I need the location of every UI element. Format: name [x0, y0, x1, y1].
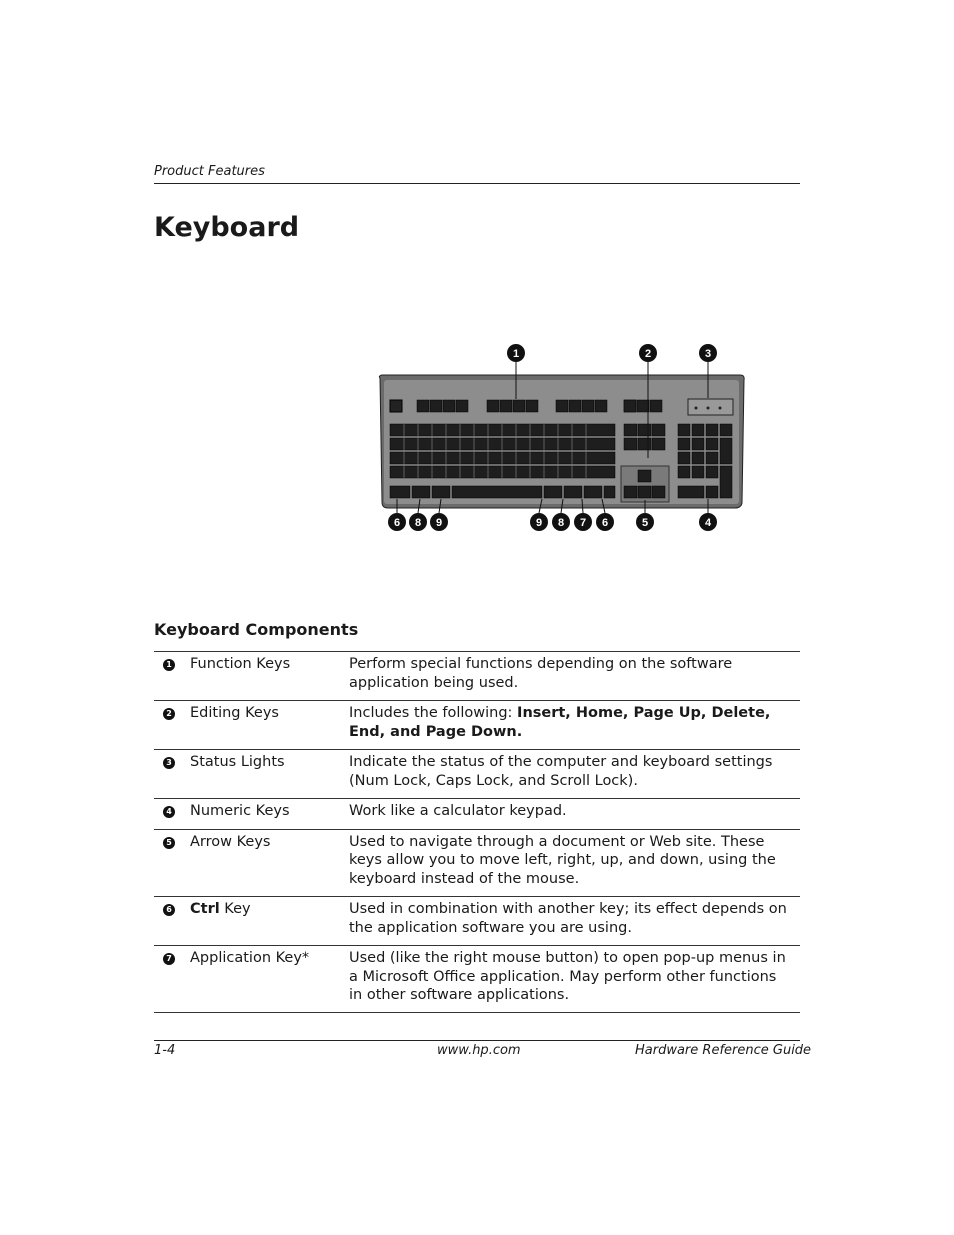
component-name: Numeric Keys	[190, 803, 290, 819]
desc-prefix: Includes the following:	[349, 705, 518, 721]
table-row	[154, 750, 800, 799]
component-desc: Used in combination with another key; its effect depends on the application software you are using.	[349, 901, 787, 936]
desc-line: (Num Lock, Caps Lock, and Scroll Lock).	[349, 772, 638, 789]
component-desc: Work like a calculator keypad.	[349, 803, 567, 819]
callout-badge: 4	[163, 806, 175, 818]
keyboard-figure	[370, 338, 760, 543]
component-desc: Used to navigate through a document or Web site. These keys allow you to move left, right, up, and down, using the keyboard instead of the mouse.	[349, 833, 776, 887]
table-title: Keyboard Components	[154, 620, 359, 639]
callout-6: 6	[601, 517, 609, 529]
component-name: Function Keys	[190, 656, 291, 672]
callout-5: 5	[641, 517, 649, 529]
callout-3: 3	[704, 348, 712, 360]
callout-8: 8	[414, 517, 422, 529]
component-name: Application Key*	[190, 950, 310, 966]
callout-badge: 6	[163, 904, 175, 916]
table-row	[154, 946, 800, 1013]
keyboard-illustration	[370, 338, 760, 543]
callout-badge: 3	[163, 757, 175, 769]
callout-9: 9	[535, 517, 543, 529]
component-desc	[349, 750, 800, 799]
callout-badge: 1	[163, 659, 175, 671]
callout-badge: 2	[163, 708, 175, 720]
table-row	[154, 799, 800, 830]
page-title: Keyboard	[154, 212, 300, 243]
key-label: Key	[219, 901, 251, 917]
footer-rule	[154, 1040, 800, 1041]
component-desc: Used (like the right mouse button) to open pop-up menus in a Microsoft Office application. May perform other functions in other software applications.	[349, 950, 786, 1003]
ctrl-label: Ctrl	[190, 901, 220, 917]
component-name	[190, 897, 349, 946]
callout-4: 4	[704, 517, 712, 529]
component-name: Editing Keys	[190, 705, 279, 721]
component-desc	[349, 701, 800, 750]
components-table	[154, 651, 800, 1013]
callout-9: 9	[435, 517, 443, 529]
callout-8: 8	[557, 517, 565, 529]
callout-badge: 5	[163, 837, 175, 849]
table-row	[154, 652, 800, 701]
running-head: Product Features	[154, 164, 265, 179]
component-desc: Perform special functions depending on the software application being used.	[349, 656, 733, 691]
page-number: 1-4	[154, 1043, 176, 1058]
callout-7: 7	[579, 517, 587, 529]
component-name: Arrow Keys	[190, 833, 271, 850]
header-rule	[154, 183, 800, 184]
guide-title: Hardware Reference Guide	[635, 1043, 812, 1058]
callout-badge: 7	[163, 953, 175, 965]
table-row	[154, 701, 800, 750]
table-row	[154, 897, 800, 946]
desc-bold: Insert, Home, Page Up, Delete, End, and Page Down.	[349, 705, 771, 740]
callout-6: 6	[393, 517, 401, 529]
component-name: Status Lights	[190, 754, 285, 770]
footer-url[interactable]: www.hp.com	[437, 1043, 521, 1058]
callout-1: 1	[512, 348, 520, 360]
desc-line: Indicate the status of the computer and keyboard settings	[349, 754, 773, 770]
table-row	[154, 829, 800, 897]
callout-2: 2	[644, 348, 652, 360]
